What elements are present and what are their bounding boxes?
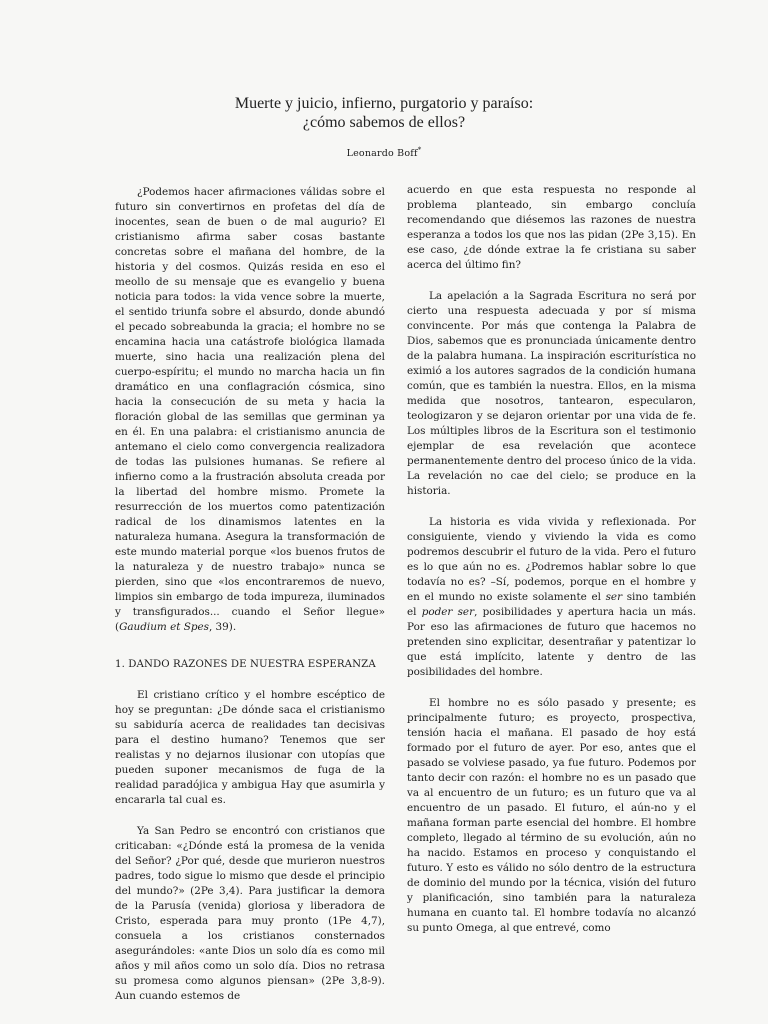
citation: Gaudium et Spes xyxy=(119,621,209,633)
paragraph xyxy=(115,185,385,635)
author-line xyxy=(0,146,768,159)
title-line-1: Muerte y juicio, infierno, purgatorio y paraíso: xyxy=(234,95,534,112)
paragraph: La apelación a la Sagrada Escritura no será por cierto una respuesta adecuada y por sí misma convincente. Por más que contenga la Palabra de Dios, sabemos que es pronunciada únicamente dentro de la palabra humana. La inspiración escriturística no eximió a los autores sagrados de la condición humana común, que es también la nuestra. Ellos, en la misma medida que nosotros, tantearon, especularon, teologizaron y se dejaron orientar por una vida de fe. Los múltiples libros de la Escritura son el testimonio ejemplar de esa revelación que acontece permanentemente dentro del proceso único de la vida. La revelación no cae del cielo; se produce en la historia. xyxy=(407,290,696,497)
emphasis: poder ser xyxy=(421,606,475,618)
left-column xyxy=(115,185,385,1020)
author-footnote-mark: * xyxy=(417,146,422,154)
right-column xyxy=(407,183,696,952)
paragraph-text: sino también el xyxy=(407,591,696,618)
paragraph-text: La historia es vida vivida y reflexionada. Por consiguiente, viendo y viviendo la vida es como podremos descubrir el futuro de la vida. Pero el futuro es lo que aún no es. ¿Podremos hablar sobre lo que todavía no es? –Sí, podemos, porque en el hombre y en el mundo no existe solamente el xyxy=(407,516,696,603)
paragraph xyxy=(407,515,696,680)
paragraph-text: , posibilidades y apertura hacia un más. Por eso las afirmaciones de futuro que hacemos no pretenden sino explicitar, desentrañar y patentizar lo que está implícito, latente y dentro de las posibilidades del hombre. xyxy=(407,606,697,678)
paragraph-text: ¿Podemos hacer afirmaciones válidas sobre el futuro sin convertirnos en profetas del día de inocentes, sean de buen o de mal augurio? El cristianismo afirma saber cosas bastante concretas sobre el mañana del hombre, de la historia y del cosmos. Quizás resida en eso el meollo de su mensaje que es evangelio y buena noticia para todos: la vida vence sobre la muerte, el sentido triunfa sobre el absurdo, donde abundó el pecado sobreabunda la gracia; el hombre no se encamina hacia una catástrofe biológica llamada muerte, sino hacia una realización plena del cuerpo-espíritu; el mundo no marcha hacia un fin dramático en una conflagración cósmica, sino hacia la consecución de su meta y hacia la floración global de las semillas que germinan ya en él. En una palabra: el cristianismo anuncia de antemano el cielo como convergencia realizadora de todas las pulsiones humanas. Se refiere al infierno como a la frustración absoluta creada por la libertad del hombre mismo. Promete la resurrección de los muertos como patentización radical de los dinamismos latentes en la naturaleza humana. Asegura la transformación de este mundo material porque «los buenos frutos de la naturaleza y de nuestro trabajo» nunca se pierden, sino que «los encontraremos de nuevo, limpios sin embargo de toda impureza, iluminados y transfigurados... cuando el Señor llegue» ( xyxy=(115,186,385,633)
paragraph: El hombre no es sólo pasado y presente; es principalmente futuro; es proyecto, prospectiva, tensión hacia el mañana. El pasado de hoy está formado por el futuro de ayer. Por eso, antes que el pasado se volviese pasado, ya fue futuro. Podemos por tanto decir con razón: el hombre no es un pasado que va al encuentro de un futuro; es un futuro que va al encuentro de un pasado. El futuro, el aún-no y el mañana forman parte esencial del hombre. El hombre completo, llegado al término de su evolución, aún no ha nacido. Estamos en proceso y conquistando el futuro. Y esto es válido no sólo dentro de la estructura de dominio del mundo por la técnica, visión del futuro y planificación, sino también para la naturaleza humana en cuanto tal. El hombre todavía no alcanzó su punto Omega, al que entrevé, como xyxy=(407,697,696,934)
paragraph: Ya San Pedro se encontró con cristianos que criticaban: «¿Dónde está la promesa de la venida del Señor? ¿Por qué, desde que murieron nuestros padres, todo sigue lo mismo que desde el principio del mundo?» (2Pe 3,4). Para justificar la demora de la Parusía (venida) gloriosa y liberadora de Cristo, esperada para muy pronto (1Pe 4,7), consuela a los cristianos consternados asegurándoles: «ante Dios un solo día es como mil años y mil años como un solo día. Dios no retrasa su promesa como algunos piensan» (2Pe 3,8-9). Aun cuando estemos de xyxy=(115,825,385,1002)
title-line-2: ¿cómo sabemos de ellos? xyxy=(302,114,466,131)
author-name: Leonardo Boff xyxy=(346,148,418,160)
section-heading: 1. DANDO RAZONES DE NUESTRA ESPERANZA xyxy=(115,659,376,670)
paragraph-text-end: , 39). xyxy=(208,621,237,633)
paragraph: acuerdo en que esta respuesta no responde al problema planteado, sin embargo concluía recomendando que diésemos las razones de nuestra esperanza a todos los que nos las pidan (2Pe 3,15). En ese caso, ¿de dónde extrae la fe cristiana su saber acerca del último fin? xyxy=(407,184,696,271)
paragraph: El cristiano crítico y el hombre escéptico de hoy se preguntan: ¿De dónde saca el cristianismo su sabiduría acerca de realidades tan decisivas para el destino humano? Tenemos que ser realistas y no dejarnos ilusionar con utopías que pueden suponer mecanismos de fuga de la realidad paradójica y ambigua Hay que asumirla y encararla tal cual es. xyxy=(115,689,385,806)
article-title xyxy=(0,94,768,132)
emphasis: ser xyxy=(605,591,623,603)
